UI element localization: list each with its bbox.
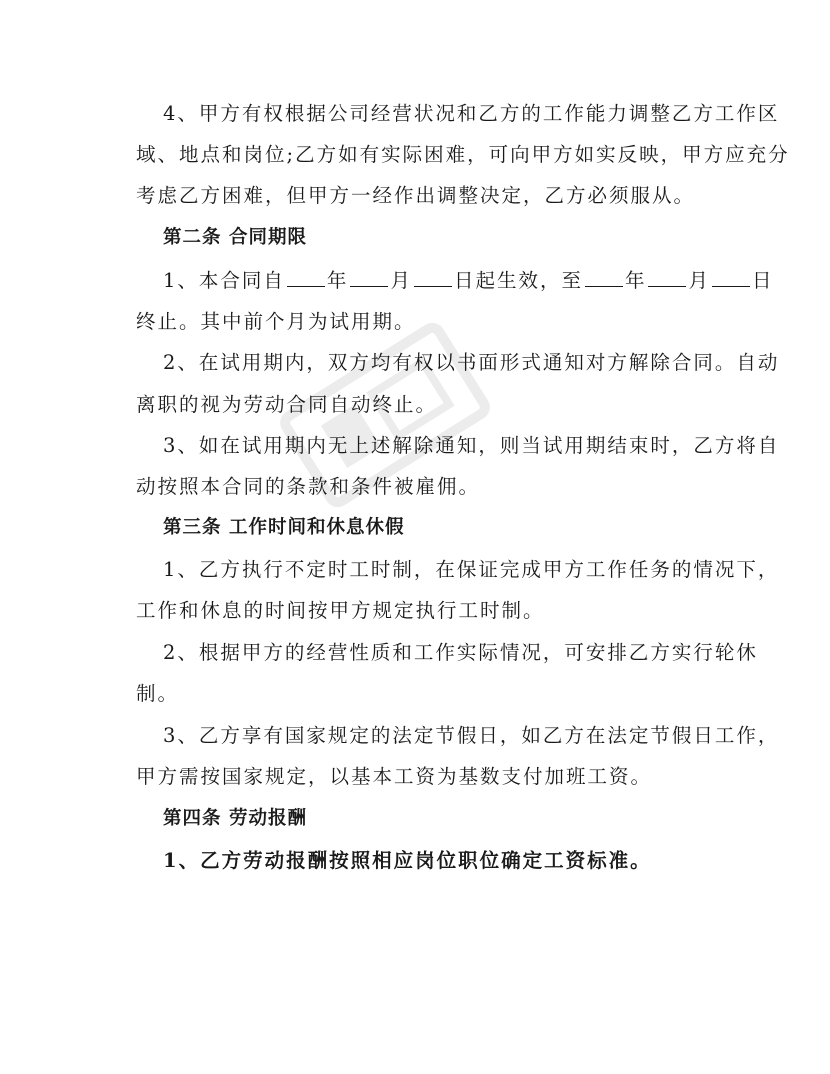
clause-4-line-3: 考虑乙方困难，但甲方一经作出调整决定，乙方必须服从。 xyxy=(136,184,696,207)
blank-year-end xyxy=(585,268,623,287)
article-2-para-3-line-2: 动按照本合同的条款和条件被雇佣。 xyxy=(136,475,481,498)
article-2-p1-start: 1、本合同自 xyxy=(163,269,285,292)
blank-day-end xyxy=(712,268,750,287)
article-3-heading: 第三条 工作时间和休息休假 xyxy=(163,517,405,538)
article-3-para-2-line-1: 2、根据甲方的经营性质和工作实际情况，可安排乙方实行轮休 xyxy=(163,641,758,664)
blank-month-start xyxy=(350,268,388,287)
article-2-p1-day-1: 日起生效，至 xyxy=(453,269,583,292)
clause-4-line-2: 域、地点和岗位;乙方如有实际困难，可向甲方如实反映，甲方应充分 xyxy=(136,143,790,166)
clause-4-line-1: 4、甲方有权根据公司经营状况和乙方的工作能力调整乙方工作区 xyxy=(163,102,780,125)
article-4-para-1-line-1: 1、乙方劳动报酬按照相应岗位职位确定工资标准。 xyxy=(163,849,652,872)
article-2-p1-day-2: 日 xyxy=(752,269,774,292)
article-2-para-3-line-1: 3、如在试用期内无上述解除通知，则当试用期结束时，乙方将自 xyxy=(163,434,780,457)
article-3-para-2-line-2: 制。 xyxy=(136,682,180,705)
article-4-heading: 第四条 劳动报酬 xyxy=(163,808,307,829)
article-2-para-2-line-1: 2、在试用期内，双方均有权以书面形式通知对方解除合同。自动 xyxy=(163,351,780,374)
article-3-para-3-line-2: 甲方需按国家规定，以基本工资为基数支付加班工资。 xyxy=(136,765,653,788)
article-2-p1-year-2: 年 xyxy=(624,269,647,292)
article-2-p1-month-1: 月 xyxy=(390,269,412,292)
article-2-para-1-line-1 xyxy=(163,268,774,294)
article-3-para-1-line-2: 工作和休息的时间按甲方规定执行工时制。 xyxy=(136,599,545,622)
blank-year-start xyxy=(287,268,325,287)
article-2-p1-month-2: 月 xyxy=(688,269,710,292)
blank-month-end xyxy=(648,268,686,287)
blank-day-start xyxy=(414,268,452,287)
article-3-para-3-line-1: 3、乙方享有国家规定的法定节假日，如乙方在法定节假日工作， xyxy=(163,724,780,747)
article-2-para-2-line-2: 离职的视为劳动合同自动终止。 xyxy=(136,393,438,416)
article-2-p1-year-1: 年 xyxy=(326,269,349,292)
article-2-heading: 第二条 合同期限 xyxy=(163,227,307,248)
article-3-para-1-line-1: 1、乙方执行不定时工时制，在保证完成甲方工作任务的情况下， xyxy=(163,558,780,581)
article-2-para-1-line-2: 终止。其中前个月为试用期。 xyxy=(136,310,416,333)
